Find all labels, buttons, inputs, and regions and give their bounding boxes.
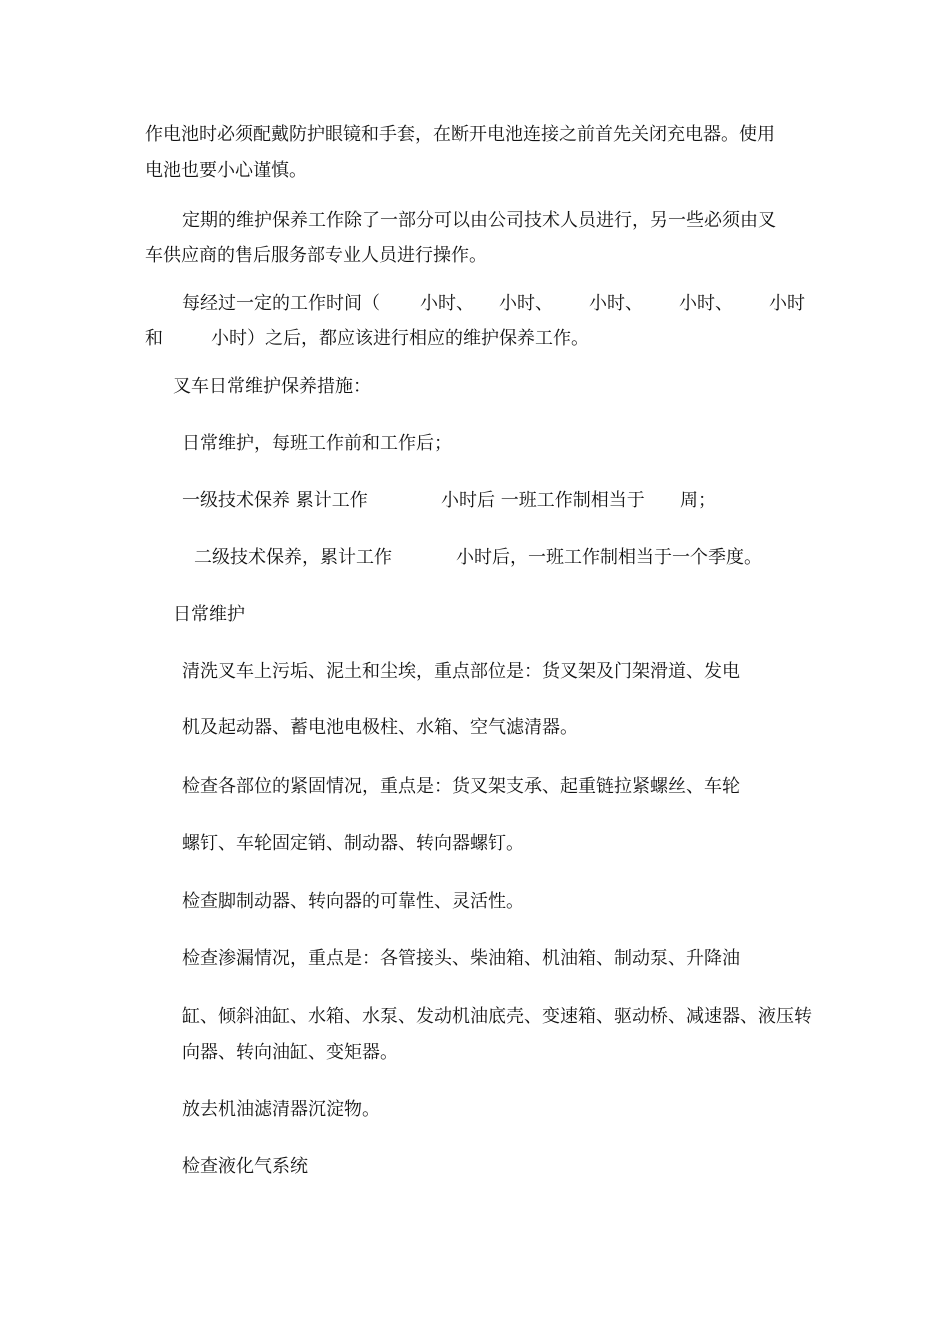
para1-line1: 作电池时必须配戴防护眼镜和手套，在断开电池连接之前首先关闭充电器。使用 bbox=[145, 124, 775, 145]
level1-part2: 小时后 一班工作制相当于 bbox=[441, 490, 645, 511]
tight-line2: 螺钉、车轮固定销、制动器、转向器螺钉。 bbox=[182, 833, 524, 854]
hours-item: 小时、 bbox=[499, 293, 553, 314]
tight-line1: 检查各部位的紧固情况，重点是：货叉架支承、起重链拉紧螺丝、车轮 bbox=[182, 776, 740, 797]
para2-line1: 定期的维护保养工作除了一部分可以由公司技术人员进行，另一些必须由叉 bbox=[182, 210, 776, 231]
clean-line2: 机及起动器、蓄电池电极柱、水箱、空气滤清器。 bbox=[182, 717, 578, 738]
level2-part1: 二级技术保养，累计工作 bbox=[194, 547, 392, 568]
para3-line1 bbox=[182, 292, 812, 316]
brake-line: 检查脚制动器、转向器的可靠性、灵活性。 bbox=[182, 891, 524, 912]
leak-line2: 缸、倾斜油缸、水箱、水泵、发动机油底壳、变速箱、驱动桥、减速器、液压转 bbox=[182, 1006, 812, 1027]
heading-measures: 叉车日常维护保养措施： bbox=[173, 376, 371, 397]
leak-line3: 向器、转向油缸、变矩器。 bbox=[182, 1042, 398, 1063]
level2-maintenance-line bbox=[194, 546, 794, 570]
para2-line2: 车供应商的售后服务部专业人员进行操作。 bbox=[145, 245, 487, 266]
lpg-line: 检查液化气系统 bbox=[182, 1156, 308, 1177]
filter-line: 放去机油滤清器沉淀物。 bbox=[182, 1099, 380, 1120]
clean-line1: 清洗叉车上污垢、泥土和尘埃，重点部位是：货叉架及门架滑道、发电 bbox=[182, 661, 740, 682]
para3-lead: 每经过一定的工作时间（ bbox=[182, 293, 380, 314]
level2-part2: 小时后，一班工作制相当于一个季度。 bbox=[456, 547, 762, 568]
level1-maintenance-line bbox=[182, 489, 742, 513]
para1-line2: 电池也要小心谨慎。 bbox=[145, 160, 307, 181]
level1-part3: 周； bbox=[680, 490, 716, 511]
hours-item: 小时、 bbox=[420, 293, 474, 314]
para3-rest: 小时）之后，都应该进行相应的维护保养工作。 bbox=[211, 328, 589, 349]
para3-and: 和 bbox=[145, 328, 163, 349]
hours-item: 小时、 bbox=[679, 293, 733, 314]
leak-line1: 检查渗漏情况，重点是：各管接头、柴油箱、机油箱、制动泵、升降油 bbox=[182, 948, 740, 969]
para3-line2 bbox=[145, 327, 645, 351]
hours-item: 小时 bbox=[769, 293, 805, 314]
hours-item: 小时、 bbox=[589, 293, 643, 314]
level1-part1: 一级技术保养 累计工作 bbox=[182, 490, 368, 511]
daily-maintenance-line: 日常维护，每班工作前和工作后； bbox=[182, 433, 452, 454]
heading-daily: 日常维护 bbox=[173, 604, 245, 625]
